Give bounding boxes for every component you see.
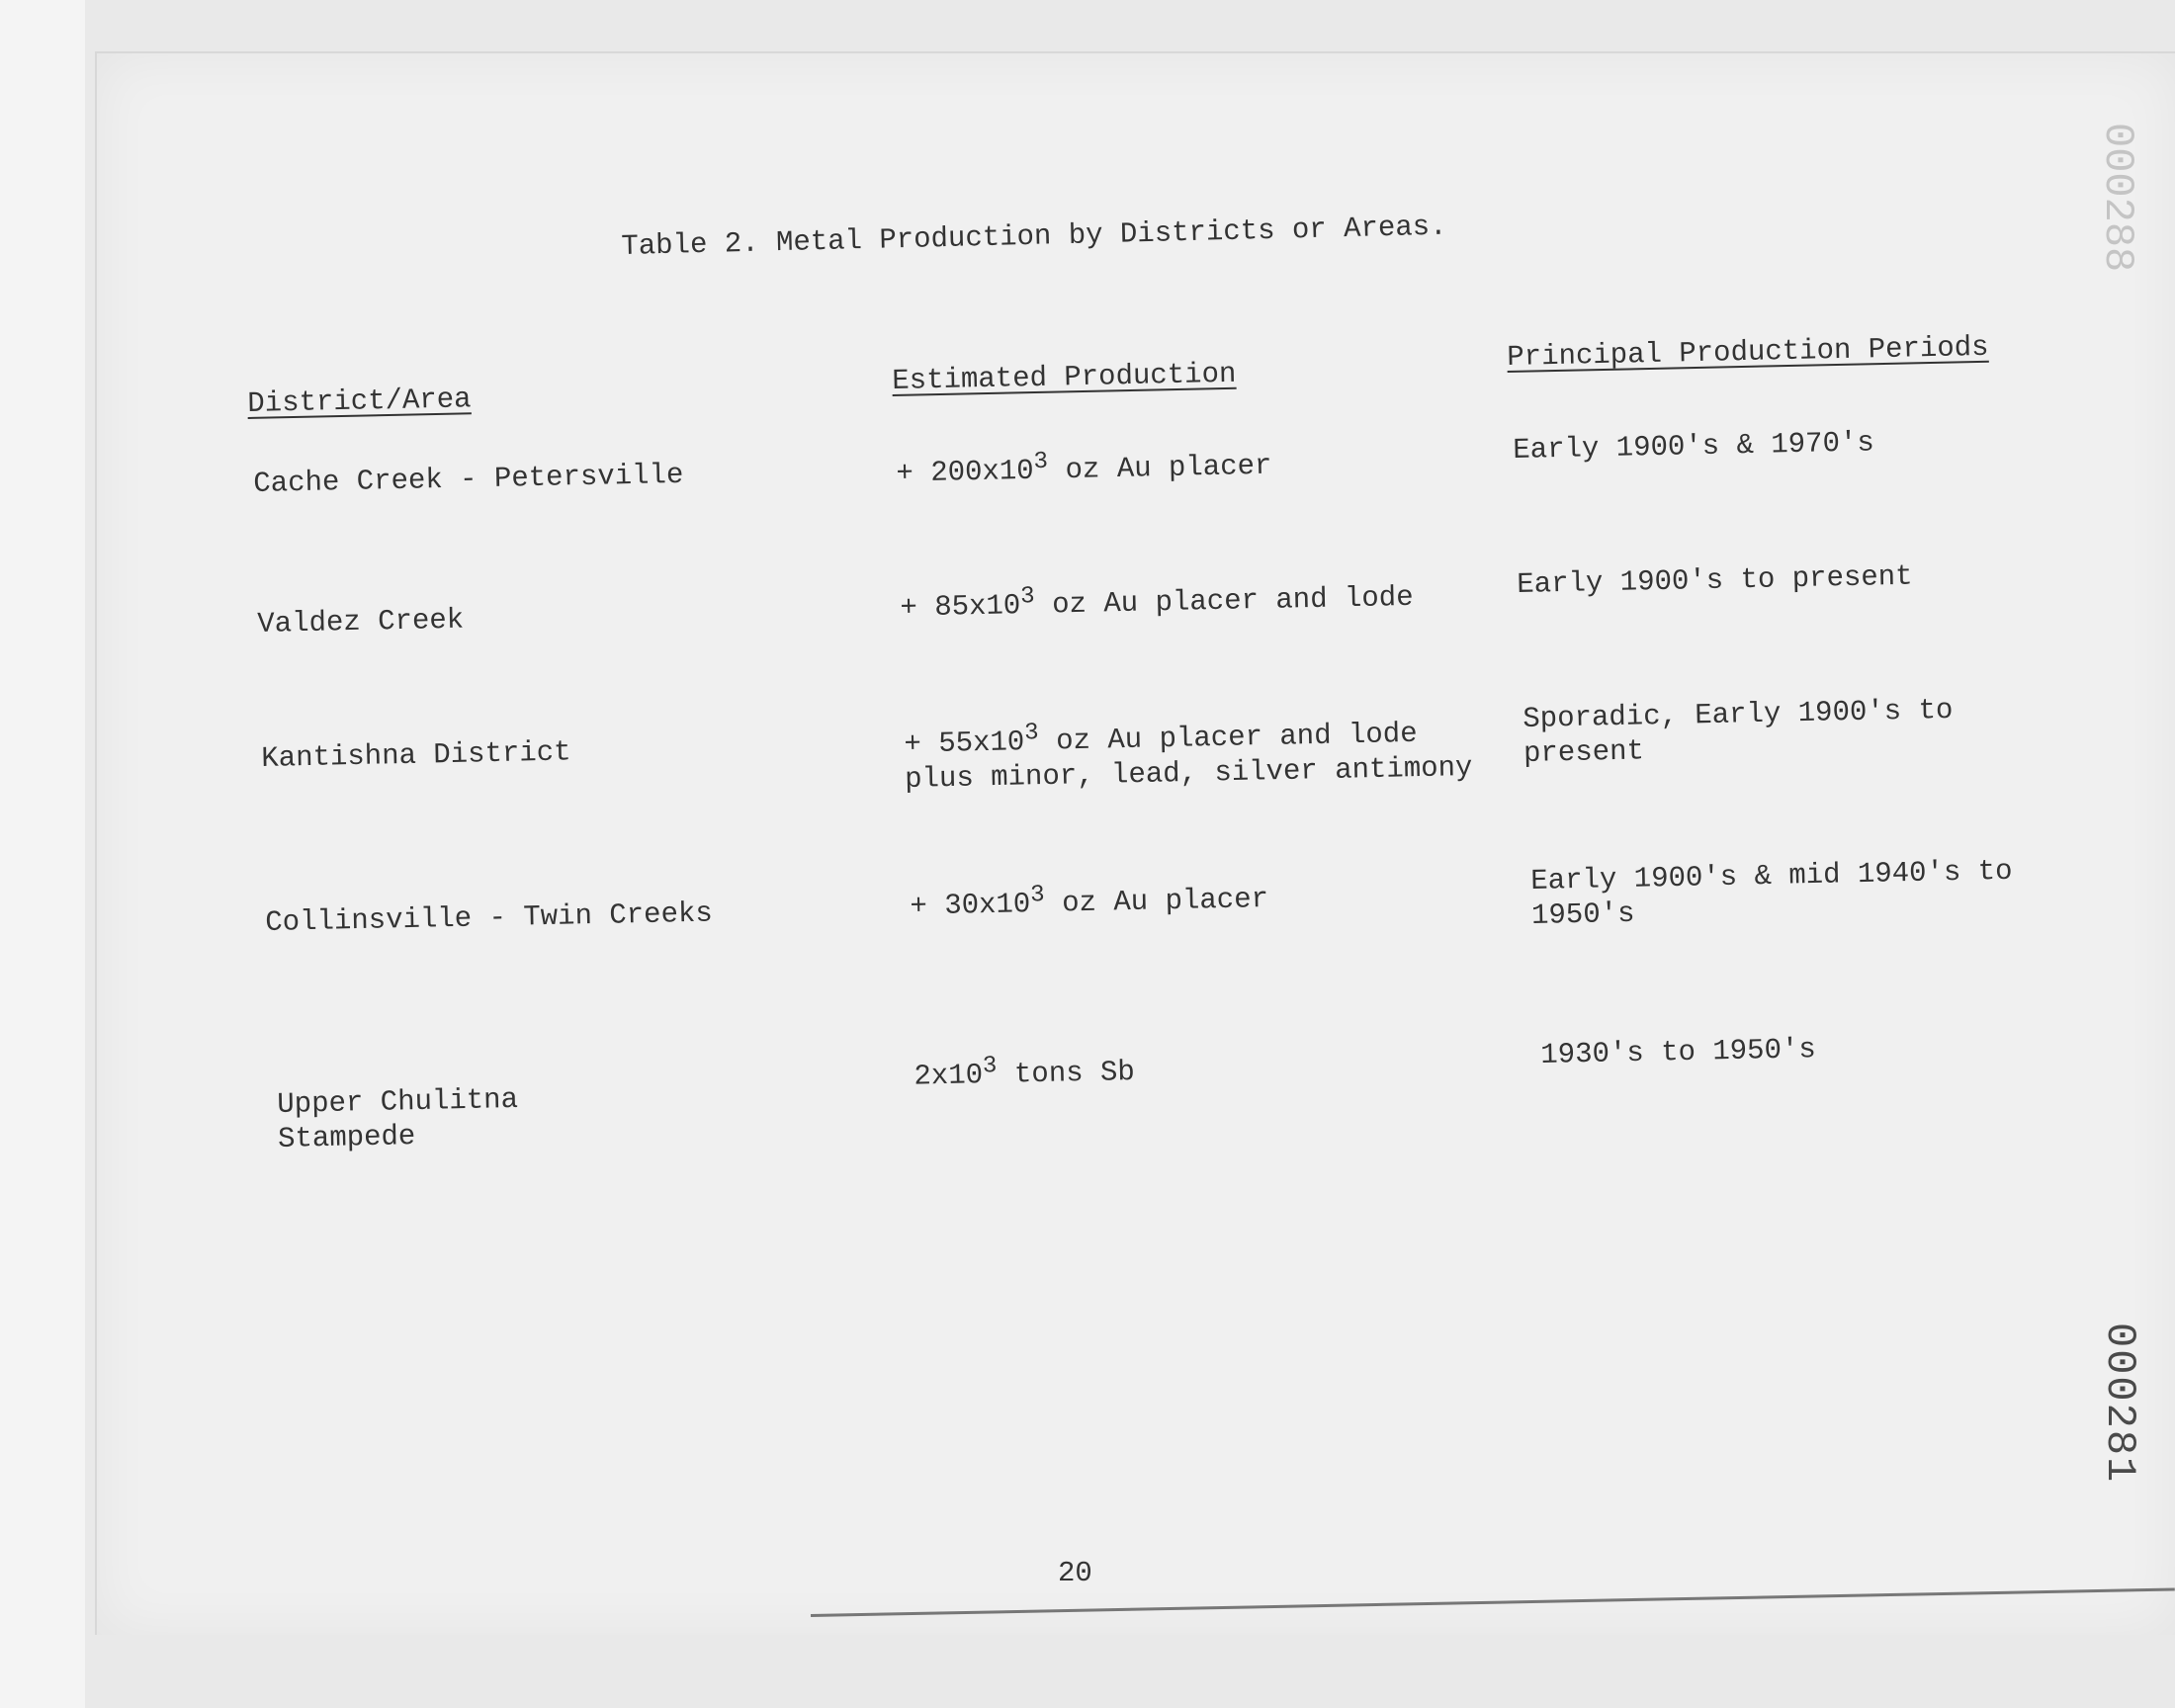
scan-left-margin [0,0,85,1708]
production-cell [896,443,1272,491]
production-line: + $200x10^3$ oz Au placer [896,448,1272,490]
header-periods: Principal Production Periods [1507,330,1989,374]
period-line: Early 1900's & mid 1940's to [1530,854,2013,897]
district-name: Valdez Creek [257,603,465,640]
district-name: Kantishna District [261,735,571,775]
header-district: District/Area [247,383,472,420]
table-row [277,1082,519,1157]
production-line: plus minor, lead, silver antimony [904,750,1473,797]
period-cell [1540,1032,1816,1072]
stamp-bottom: 000281 [2096,1323,2143,1485]
production-line: + $85x10^3$ oz Au placer and lode [900,580,1414,625]
period-cell [1522,693,1954,772]
production-line: $2x10^3$ tons Sb [914,1053,1136,1093]
production-line: + $55x10^3$ oz Au placer and lode [904,717,1418,761]
district-name: Cache Creek - Petersville [253,458,684,500]
table-row [257,603,465,642]
period-line: Sporadic, Early 1900's to [1522,693,1954,735]
period-cell [1513,425,1874,468]
period-line: Early 1900's to present [1517,559,1913,601]
production-cell [914,1049,1135,1094]
document-page [95,51,2175,1635]
period-line: 1930's to 1950's [1540,1033,1817,1071]
district-name: Stampede [277,1120,416,1156]
table-row [261,734,571,776]
period-line: 1950's [1530,897,1635,933]
production-cell [910,876,1268,924]
period-line: Early 1900's & 1970's [1513,426,1875,467]
period-cell [1530,854,2014,934]
header-production: Estimated Production [892,357,1237,397]
table-row [253,458,684,501]
district-name: Collinsville - Twin Creeks [265,897,714,939]
period-cell [1517,559,1913,603]
table-row [265,897,713,941]
production-line: + $30x10^3$ oz Au placer [910,882,1269,923]
table-title: Table 2. Metal Production by Districts or Areas. [621,210,1447,263]
district-name: Upper Chulitna [277,1082,519,1121]
production-cell [900,574,1414,626]
production-cell [904,710,1473,797]
stamp-top: 000288 [2094,123,2141,273]
page-number: 20 [1058,1557,1092,1589]
period-line: present [1522,734,1645,771]
